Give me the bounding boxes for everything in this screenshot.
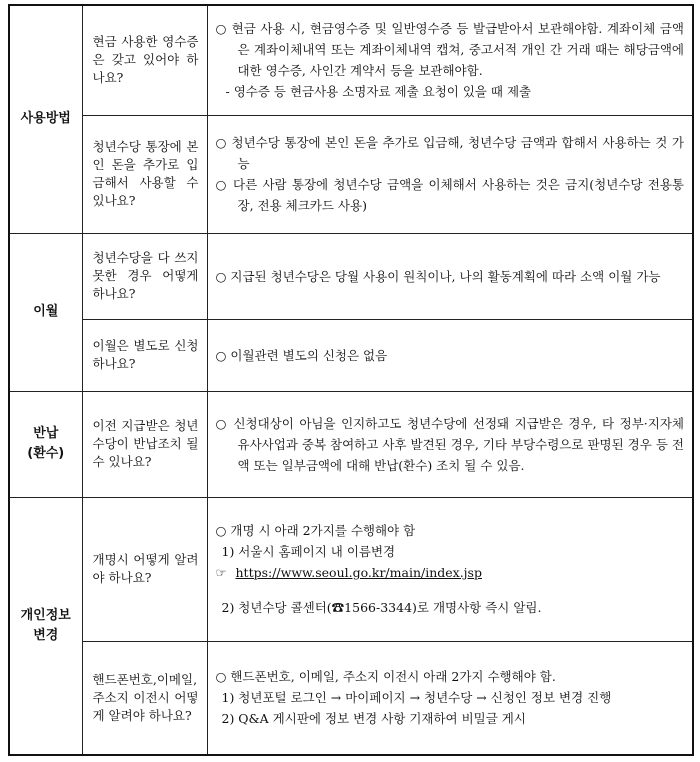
answer-cell xyxy=(207,497,693,641)
answer-line: ○ 지급된 청년수당은 당월 사용이 원칙이나, 나의 활동계획에 따라 소액 이월 가능 xyxy=(215,268,661,284)
answer-cell xyxy=(207,115,693,233)
answer-step: 2) 청년수당 콜센터(☎1566-3344)로 개명사항 즉시 알림. xyxy=(221,600,542,615)
table-row xyxy=(9,497,693,641)
spacer xyxy=(216,583,685,597)
link-line xyxy=(216,562,685,583)
table-row xyxy=(9,115,693,233)
answer-cell xyxy=(207,5,693,115)
question-cell: 이월은 별도로 신청하나요? xyxy=(82,319,207,391)
faq-table xyxy=(8,4,694,756)
question-cell: 청년수당을 다 쓰지 못한 경우 어떻게 하나요? xyxy=(82,233,207,319)
answer-line: ○ 다른 사람 통장에 청년수당 금액을 이체해서 사용하는 것은 금지(청년수당 전용통장, 전용 체크카드 사용) xyxy=(215,177,684,213)
question-cell: 이전 지급받은 청년수당이 반납조치 될 수 있나요? xyxy=(82,391,207,497)
category-label: 개인정보 xyxy=(20,607,71,623)
pointing-hand-icon: ☞ xyxy=(215,565,227,580)
answer-cell xyxy=(207,391,693,497)
answer-cell xyxy=(207,319,693,391)
answer-line: ○ 현금 사용 시, 현금영수증 및 일반영수증 등 발급받아서 보관해야함. 계좌이체 금액은 계좌이체내역 또는 계좌이체내역 캡쳐, 중고서적 개인 간 거래 때는 해당금액에 대한 영수증, 사인간 계약서 등을 보관해야함. xyxy=(215,21,684,79)
question-cell: 핸드폰번호,이메일,주소지 이전시 어떻게 알려야 하나요? xyxy=(82,641,207,755)
table-row xyxy=(9,641,693,755)
category-refund xyxy=(9,391,82,497)
answer-lead: ○ 핸드폰번호, 이메일, 주소지 이전시 아래 2가지 수행해야 함. xyxy=(215,669,556,685)
table-row xyxy=(9,233,693,319)
category-usage: 사용방법 xyxy=(9,5,82,233)
question-cell: 현금 사용한 영수증은 갖고 있어야 하나요? xyxy=(82,5,207,115)
category-personal-info xyxy=(9,497,82,755)
answer-note: - 영수증 등 현금사용 소명자료 제출 요청이 있을 때 제출 xyxy=(225,84,532,100)
answer-line: ○ 이월관련 별도의 신청은 없음 xyxy=(215,347,388,363)
question-cell: 청년수당 통장에 본인 돈을 추가로 입금해서 사용할 수 있나요? xyxy=(82,115,207,233)
category-label: (환수) xyxy=(27,446,65,461)
category-carryover: 이월 xyxy=(9,233,82,391)
table-row xyxy=(9,5,693,115)
answer-step: 1) 청년포털 로그인 → 마이페이지 → 청년수당 → 신청인 정보 변경 진행 xyxy=(221,690,612,706)
answer-step: 2) Q&A 게시판에 정보 변경 사항 기재하여 비밀글 게시 xyxy=(221,711,526,727)
table-row xyxy=(9,319,693,391)
table-row xyxy=(9,391,693,497)
seoul-homepage-link[interactable]: https://www.seoul.go.kr/main/index.jsp xyxy=(235,565,482,580)
answer-step: 1) 서울시 홈페이지 내 이름변경 xyxy=(221,544,396,559)
category-label: 반납 xyxy=(33,426,59,441)
answer-line: ○ 청년수당 통장에 본인 돈을 추가로 입금해, 청년수당 금액과 합해서 사용하는 것 가능 xyxy=(215,135,684,171)
answer-line: ○ 신청대상이 아님을 인지하고도 청년수당에 선정돼 지급받은 경우, 타 정부·지자체 유사사업과 중복 참여하고 사후 발견된 경우, 기타 부당수령으로 판명된 경우 등 전액 또는 일부금액에 대해 반납(환수) 조치 될 수 있음. xyxy=(215,415,684,473)
answer-cell xyxy=(207,233,693,319)
category-label: 변경 xyxy=(33,627,59,643)
answer-cell xyxy=(207,641,693,755)
answer-lead: ○ 개명 시 아래 2가지를 수행해야 함 xyxy=(215,523,416,538)
question-cell: 개명시 어떻게 알려야 하나요? xyxy=(82,497,207,641)
